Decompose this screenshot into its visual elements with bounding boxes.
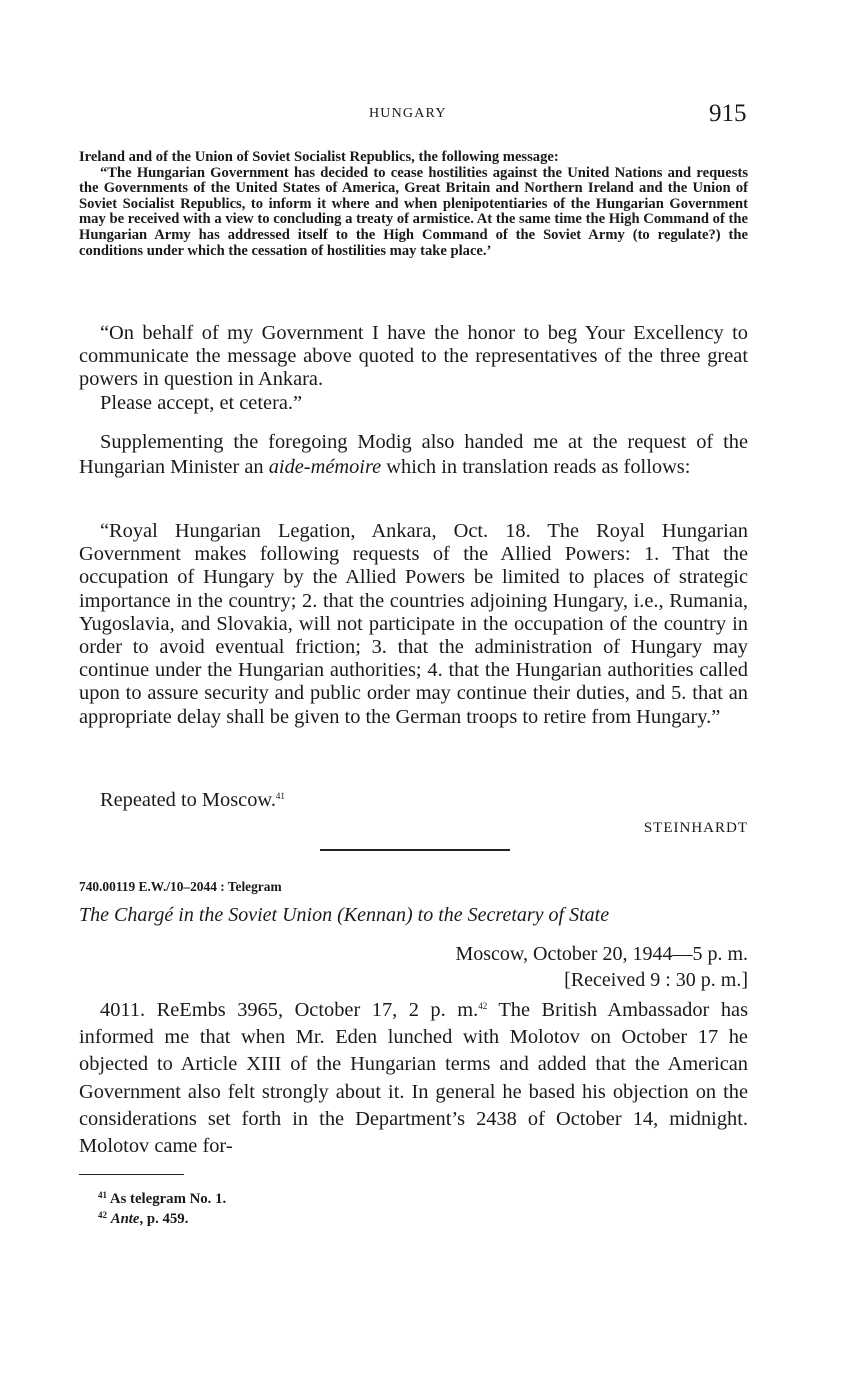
- document-heading: The Chargé in the Soviet Union (Kennan) to the Secretary of State: [79, 904, 610, 926]
- page-number: 915: [709, 100, 747, 127]
- letter-paragraph: “On behalf of my Government I have the honor to beg Your Excellency to communicate the message above quoted to the representatives of the three great powers in question in Ankara.: [79, 322, 748, 391]
- message-block: [79, 150, 748, 259]
- repeated-line: Repeated to Moscow.$^{41}$: [100, 789, 285, 811]
- letter-body: [79, 322, 748, 415]
- received-time: [Received 9 : 30 p. m.]: [564, 969, 748, 991]
- message-quote: “The Hungarian Government has decided to cease hostilities against the United Nations and requests the Governments of the United States of America, Great Britain and Northern Ireland and the Union of Soviet Socialist Republics, to inform it where and when plenipotentiaries of the Hungarian Government may be received with a view to concluding a treaty of armistice. At the same time the High Command of the Hungarian Army has addressed itself to the High Command of the Soviet Army (to regulate?) the conditions under which the cessation of hostilities may take place.’: [79, 164, 748, 259]
- dateline: Moscow, October 20, 1944—5 p. m.: [455, 943, 748, 965]
- footnote-42: $^{42}$ Ante, p. 459.: [98, 1210, 189, 1227]
- footnote-41: $^{41}$ As telegram No. 1.: [98, 1190, 227, 1207]
- signature: STEINHARDT: [643, 820, 748, 836]
- footnote-ref-42: 42: [478, 1001, 488, 1011]
- file-reference: 740.00119 E.W./10–2044 : Telegram: [79, 879, 282, 894]
- supplement-paragraph: Supplementing the foregoing Modig also handed me at the request of the Hungarian Minister an aide-mémoire which in translation reads as follows:: [79, 431, 748, 479]
- telegram-paragraph: 4011. ReEmbs 3965, October 17, 2 p. m.$^{42}$ The British Ambassador has informed me that when Mr. Eden lunched with Molotov on October 17 he objected to Article XIII of the Hungarian terms and added that the American Government also felt strongly about it. In general he based his objection on the considerations set forth in the Department’s 2438 of October 14, midnight. Molotov came for-: [79, 999, 749, 1158]
- footnote-ref-41: 41: [275, 791, 285, 801]
- footnote-rule: [79, 1174, 184, 1175]
- running-head: HUNGARY: [369, 106, 447, 121]
- footnote-mark: 42: [98, 1210, 107, 1220]
- aide-memoire-term: aide-mémoire: [268, 456, 382, 479]
- footnote-mark: 41: [98, 1190, 107, 1200]
- aide-memoire-text: “Royal Hungarian Legation, Ankara, Oct. 18. The Royal Hungarian Government makes following requests of the Allied Powers: 1. That the occupation of Hungary by the Allied Powers be limited to places of strategic importance in the country; 2. that the countries adjoining Hungary, i.e., Rumania, Yugoslavia, and Slovakia, will not participate in the occupation of the country in order to avoid eventual friction; 3. that the administration of Hungary may continue under the Hungarian authorities; 4. that the Hungarian authorities called upon to assure security and public order may continue their duties, and 5. that an appropriate delay shall be given to the German troops to retire from Hungary.”: [79, 520, 748, 728]
- message-intro-line: Ireland and of the Union of Soviet Socialist Republics, the following message:: [79, 149, 559, 165]
- letter-closing: Please accept, et cetera.”: [100, 391, 303, 414]
- section-divider: [320, 849, 510, 851]
